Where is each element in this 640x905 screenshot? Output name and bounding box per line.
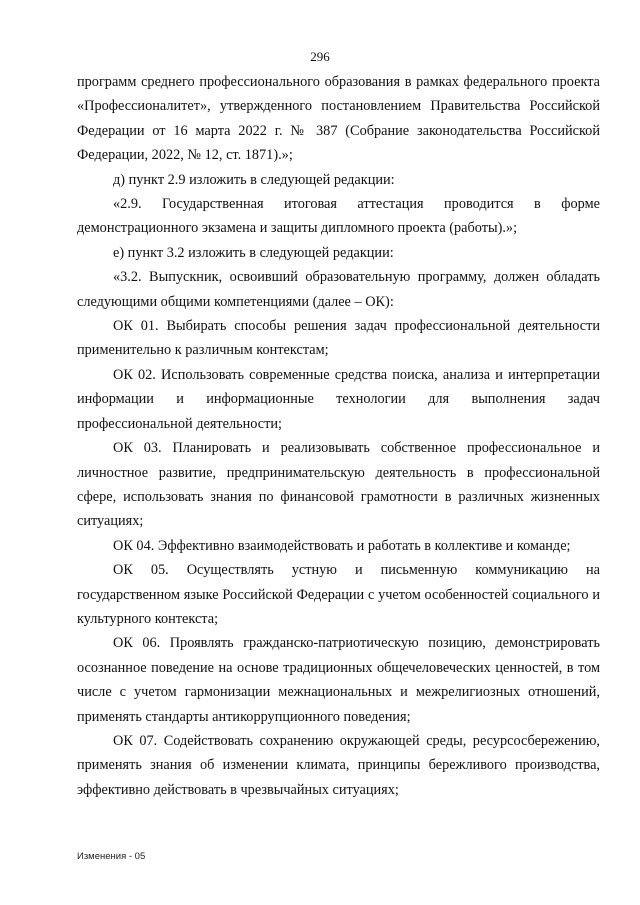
footer-note: Изменения - 05 [77, 851, 146, 862]
paragraph-ok-05: ОК 05. Осуществлять устную и письменную коммуникацию на государственном языке Российской Федерации с учетом особенностей социального и культурного контекста; [77, 562, 600, 627]
paragraph-continuation: программ среднего профессионального образования в рамках федерального проекта «Профессионалитет», утвержденного постановлением Правительства Российской Федерации от 16 марта 2022 г. № 387 (Собрание законодательства Российской Федерации, 2022, № 12, ст. 1871).»; [77, 74, 600, 164]
page-number: 296 [310, 49, 330, 64]
paragraph-ok-01: ОК 01. Выбирать способы решения задач профессиональной деятельности применительно к различным контекстам; [77, 318, 600, 359]
paragraph-clause-2-9: «2.9. Государственная итоговая аттестация проводится в форме демонстрационного экзамена и защиты дипломного проекта (работы).»; [77, 196, 600, 237]
paragraph-clause-3-2: «3.2. Выпускник, освоивший образовательную программу, должен обладать следующими общими компетенциями (далее – ОК): [77, 269, 600, 310]
paragraph-ok-04: ОК 04. Эффективно взаимодействовать и работать в коллективе и команде; [113, 537, 571, 554]
paragraph-ok-02: ОК 02. Использовать современные средства поиска, анализа и интерпретации информации и информационные технологии для выполнения задач профессиональной деятельности; [77, 366, 600, 432]
paragraph-item-d: д) пункт 2.9 изложить в следующей редакции: [113, 171, 395, 188]
paragraph-ok-03: ОК 03. Планировать и реализовывать собственное профессиональное и личностное развитие, предпринимательскую деятельность в профессиональной сфере, использовать знания по финансовой грамотности в различных жизненных ситуациях; [77, 440, 600, 530]
document-body [77, 70, 600, 802]
paragraph-ok-06: ОК 06. Проявлять гражданско-патриотическую позицию, демонстрировать осознанное поведение на основе традиционных общечеловеческих ценностей, в том числе с учетом гармонизации межнациональных и межрелигиозных отношений, применять стандарты антикоррупционного поведения; [77, 635, 600, 725]
paragraph-ok-07: ОК 07. Содействовать сохранению окружающей среды, ресурсосбережению, применять знания об изменении климата, принципы бережливого производства, эффективно действовать в чрезвычайных ситуациях; [77, 732, 600, 798]
paragraph-item-e: е) пункт 3.2 изложить в следующей редакции: [113, 244, 394, 261]
